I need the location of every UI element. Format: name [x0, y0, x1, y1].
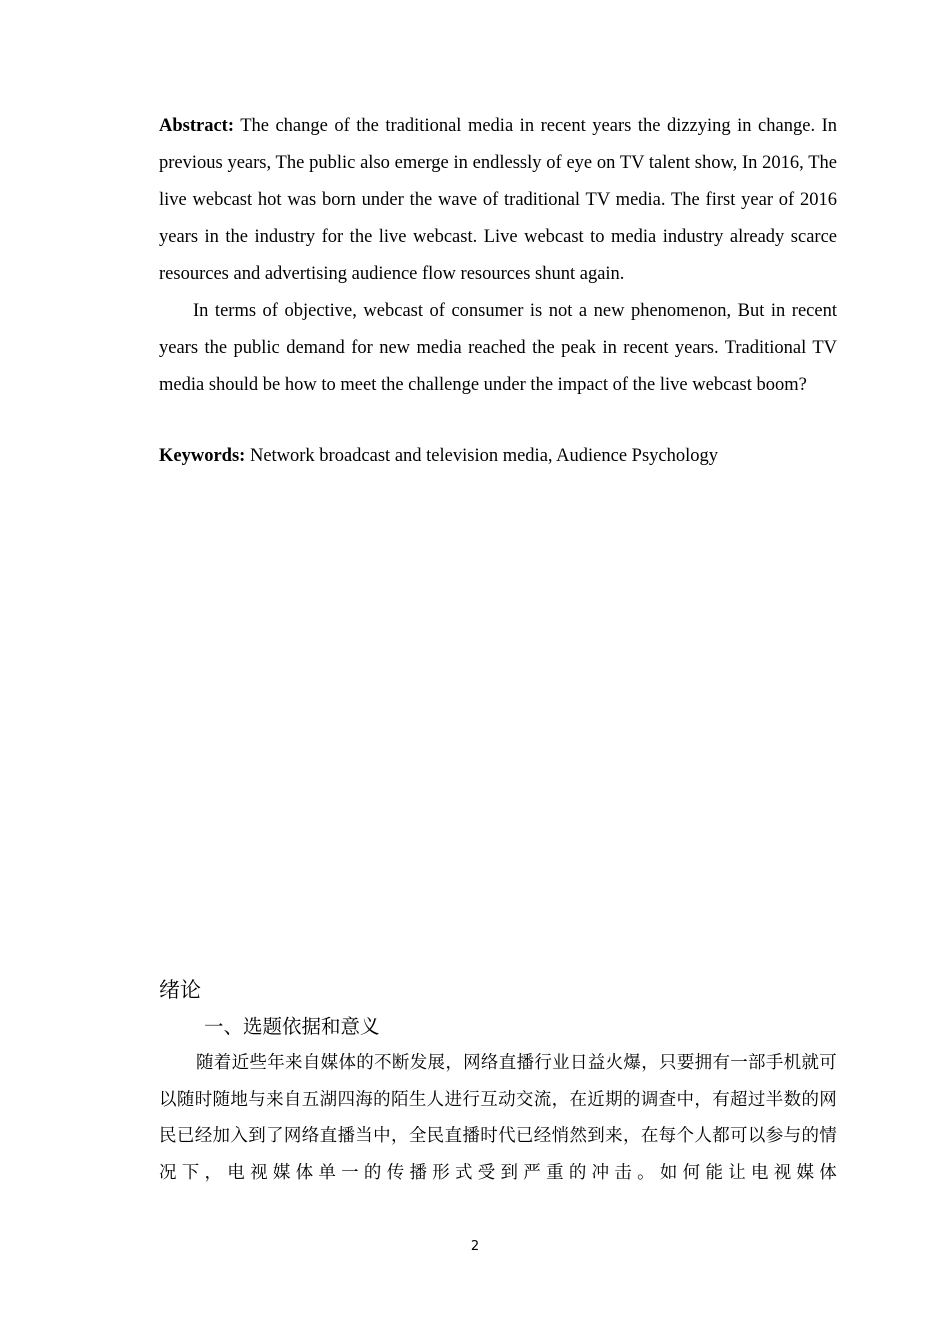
- abstract-paragraph-2: In terms of objective, webcast of consumer is not a new phenomenon, But in recent years the public demand for new media reached the peak in recent years. Traditional TV media should be how to meet the challenge under the impact of the live webcast boom?: [159, 301, 837, 395]
- abstract-text: The change of the traditional media in recent years the dizzying in change. In previous years, The public also emerge in endlessly of eye on TV talent show, In 2016, The live webcast hot was born under the wave of traditional TV media. The first year of 2016 years in the industry for the live webcast. Live webcast to media industry already scarce resources and advertising audience flow resources shunt again.: [159, 116, 837, 284]
- chapter-title: 绪论: [159, 978, 201, 1002]
- keywords-label: Keywords:: [159, 446, 246, 466]
- abstract-paragraph: [159, 108, 837, 293]
- section-title: 一、选题依据和意义: [204, 1015, 380, 1038]
- abstract-label: Abstract:: [159, 116, 235, 136]
- introduction-paragraph: 随着近些年来自媒体的不断发展，网络直播行业日益火爆，只要拥有一部手机就可以随时随地与来自五湖四海的陌生人进行互动交流，在近期的调查中，有超过半数的网民已经加入到了网络直播当中，全民直播时代已经悄然到来，在每个人都可以参与的情况下，电视媒体单一的传播形式受到严重的冲击。如何能让电视媒体: [159, 1053, 837, 1183]
- keywords-line: [159, 438, 837, 475]
- page-number: 2: [470, 1239, 480, 1254]
- keywords-text: Network broadcast and television media, Audience Psychology: [245, 446, 718, 466]
